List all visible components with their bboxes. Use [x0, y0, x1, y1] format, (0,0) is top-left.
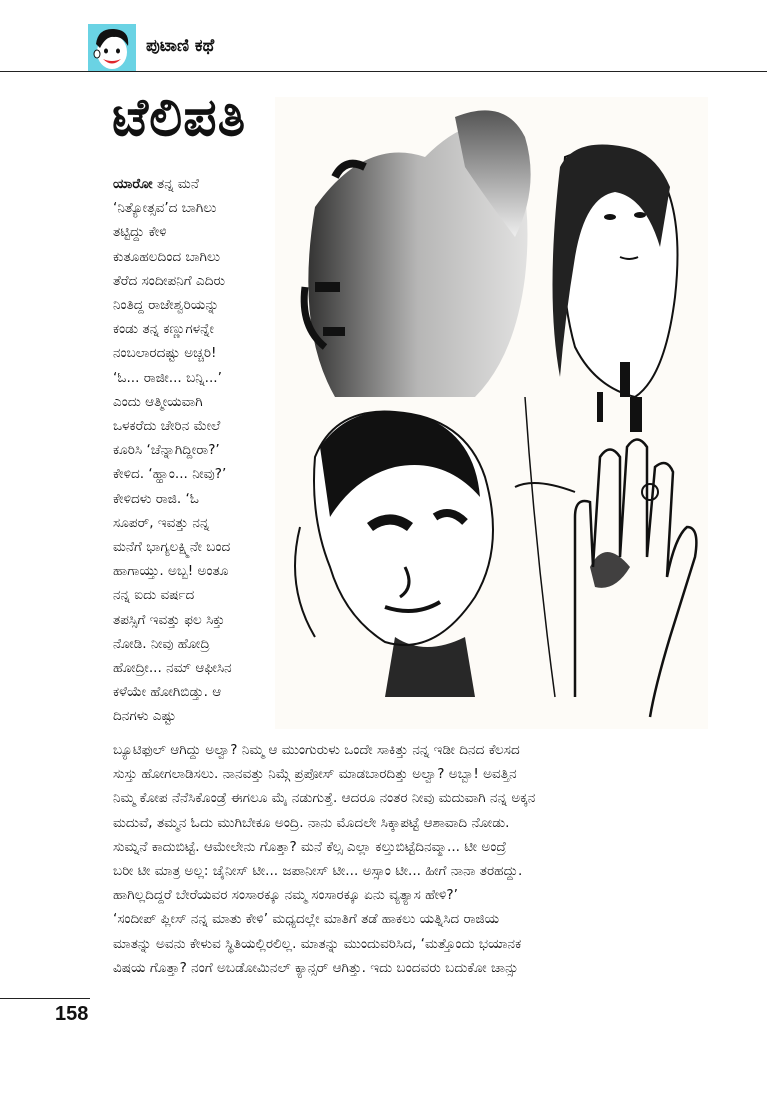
- column-line: ಕೇಳಿದಳು ರಾಜಿ. ‘ಓ: [113, 490, 200, 507]
- column-line: ಕೂರಿಸಿ ‘ಚೆನ್ನಾಗಿದ್ದೀರಾ?’: [113, 442, 220, 459]
- lead-word: ಯಾರೋ: [113, 176, 153, 192]
- column-line: ಕಳೆಯೇ ಹೋಗಿಬಿಡ್ತು. ಆ: [113, 684, 222, 701]
- magazine-logo: [88, 24, 136, 72]
- column-line: ಕುತೂಹಲದಿಂದ ಬಾಗಿಲು: [113, 248, 221, 265]
- column-line: ಒಳಕರೆದು ಚೇರಿನ ಮೇಲೆ: [113, 418, 221, 435]
- body-line: ನಿಮ್ಮ ಕೋಪ ನೆನೆಸಿಕೊಂಡ್ರೆ ಈಗಲೂ ಮೈ ನಡುಗುತ್ತೆ. ಆದರೂ ನಂತರ ನೀವು ಮದುವಾಗಿ ನನ್ನ ಅಕ್ಕನ: [113, 790, 536, 807]
- column-line: ತಟ್ಟಿದ್ದು ಕೇಳಿ: [113, 224, 167, 241]
- column-line: ಹಾಗಾಯ್ತು. ಅಬ್ಬ! ಅಂತೂ: [113, 563, 229, 580]
- column-line: ‘ನಿತ್ಯೋತ್ಸವ’ದ ಬಾಗಿಲು: [113, 200, 217, 217]
- column-line: ಕೇಳಿದ. ‘ಹ್ಹಾಂ... ನೀವು?’: [113, 466, 227, 483]
- column-line: ಸೂಪರ್, ಇವತ್ತು ನನ್ನ: [113, 514, 210, 531]
- column-line: ನೋಡಿ. ನೀವು ಹೋದ್ರಿ: [113, 635, 210, 652]
- column-line: ತೆರೆದ ಸಂದೀಪನಿಗೆ ಎದಿರು: [113, 272, 226, 289]
- body-line: ವಿಷಯ ಗೊತ್ತಾ? ನಂಗೆ ಅಬಡೋಮಿನಲ್ ಕ್ಯಾನ್ಸರ್ ಆಗಿತ್ತು. ಇದು ಬಂದವರು ಬದುಕೋ ಚಾನ್ಸು: [113, 959, 519, 976]
- column-line: ಕಂಡು ತನ್ನ ಕಣ್ಣುಗಳನ್ನೇ: [113, 321, 214, 338]
- column-line: ಹೋದ್ರೀ... ನಮ್ ಆಫೀಸಿನ: [113, 660, 232, 677]
- story-body-text: [113, 738, 713, 980]
- column-line-text: ತನ್ನ ಮನೆ: [152, 176, 199, 192]
- column-line: ‘ಓ... ರಾಜೀ... ಬನ್ನಿ...’: [113, 369, 222, 386]
- column-line: ಮನೆಗೆ ಭಾಗ್ಯಲಕ್ಷ್ಮಿನೇ ಬಂದ: [113, 539, 231, 556]
- child-face-icon: [88, 24, 136, 72]
- column-line: ನಿಂತಿದ್ದ ರಾಜೇಶ್ವರಿಯನ್ನು: [113, 297, 220, 314]
- column-line: ದಿನಗಳು ಎಷ್ಟು: [113, 708, 176, 725]
- page-number: 158: [55, 1003, 89, 1025]
- story-column-text: [113, 172, 275, 729]
- footer-divider: [0, 998, 90, 999]
- column-line: [113, 172, 275, 196]
- column-line: ಎಂದು ಆತ್ಮೀಯವಾಗಿ: [113, 393, 203, 410]
- body-line: ಮದುವೆ, ತಮ್ಮನ ಓದು ಮುಗಿಬೇಕೂ ಅಂದ್ರಿ. ನಾನು ಮೊದಲೇ ಸಿಕ್ಕಾಪಟ್ಟೆ ಆಶಾವಾದಿ ನೋಡು.: [113, 814, 510, 831]
- column-line: ತಪಸ್ಸಿಗೆ ಇವತ್ತು ಫಲ ಸಿಕ್ತು: [113, 611, 225, 628]
- body-line: ‘ಸಂದೀಪ್ ಪ್ಲೀಸ್ ನನ್ನ ಮಾತು ಕೇಳಿ’ ಮಧ್ಯದಲ್ಲೇ ಮಾತಿಗೆ ತಡೆ ಹಾಕಲು ಯತ್ನಿಸಿದ ರಾಜಿಯ: [113, 911, 500, 928]
- body-line: ಸುಸ್ತು ಹೋಗಲಾಡಿಸಲು. ನಾನವತ್ತು ನಿಮ್ಗೆ ಪ್ರಪೋಸ್ ಮಾಡಬಾರದಿತ್ತು ಅಲ್ವಾ? ಅಬ್ಬಾ! ಅವತ್ತಿನ: [113, 766, 517, 783]
- illustration-art: [275, 97, 708, 729]
- column-line: ನನ್ನ ಐದು ವರ್ಷದ: [113, 587, 195, 604]
- body-line: ಬರೀ ಟೀ ಮಾತ್ರ ಅಲ್ಲ: ಚೈನೀಸ್ ಟೀ... ಜಪಾನೀಸ್ ಟೀ... ಅಸ್ಸಾಂ ಟೀ... ಹೀಗೆ ನಾನಾ ತರಹದ್ದು.: [113, 863, 523, 880]
- story-title: ಟೆಲಿಪತಿ: [112, 88, 247, 148]
- header-divider: [0, 71, 767, 72]
- column-line: ನಂಬಲಾರದಷ್ಟು ಅಚ್ಚರಿ!: [113, 345, 217, 362]
- body-line: ಸುಮ್ನನೆ ಕಾದುಬಿಟ್ಟೆ. ಆಮೇಲೇನು ಗೊತ್ತಾ? ಮನೆ ಕೆಲ್ಸ ಎಲ್ಲಾ ಕಲ್ತುಬಿಟ್ಟೆದಿನವ್ಮಾ... ಟೀ ಅಂದ್ರೆ: [113, 838, 507, 855]
- section-title: ಪುಟಾಣಿ ಕಥೆ: [146, 36, 215, 56]
- ink-sketch-illustration: [275, 97, 708, 729]
- body-line: ಮಾತನ್ನು ಅವನು ಕೇಳುವ ಸ್ಥಿತಿಯಲ್ಲಿರಲಿಲ್ಲ. ಮಾತನ್ನು ಮುಂದುವರಿಸಿದ, ‘ಮತ್ತೊಂದು ಭಯಾನಕ: [113, 935, 522, 952]
- body-line: ಹಾಗಿಲ್ಲದಿದ್ದರೆ ಬೇರೆಯವರ ಸಂಸಾರಕ್ಕೂ ನಮ್ಮ ಸಂಸಾರಕ್ಕೂ ಏನು ವ್ಯತ್ಯಾಸ ಹೇಳಿ?’: [113, 887, 458, 904]
- body-line: ಬ್ಯೂಟಿಫುಲ್ ಆಗಿದ್ದು ಅಲ್ವಾ? ನಿಮ್ಮ ಆ ಮುಂಗುರುಳು ಒಂದೇ ಸಾಕಿತ್ತು ನನ್ನ ಇಡೀ ದಿನದ ಕೆಲಸದ: [113, 742, 520, 758]
